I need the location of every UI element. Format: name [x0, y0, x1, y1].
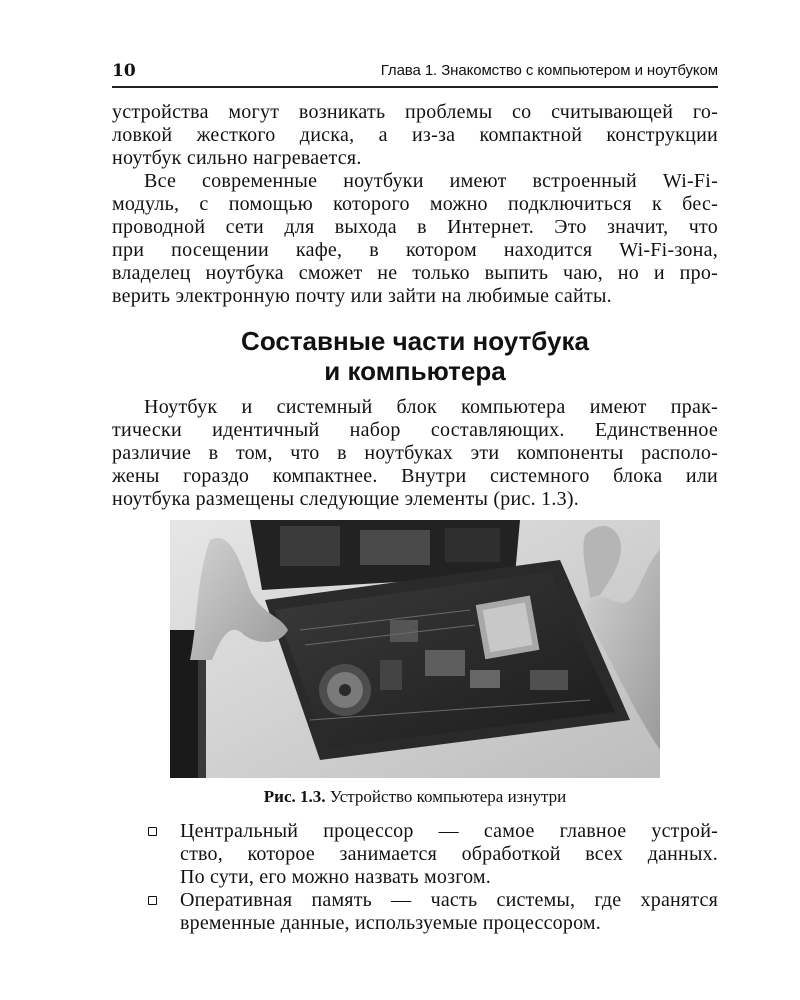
text-line: ство, которое занимается обработкой всех данных. [180, 843, 718, 865]
figure-laptop-inside-photo [170, 520, 660, 778]
text-line: устройства могут возникать проблемы со считывающей го- [112, 101, 718, 123]
chapter-title: Глава 1. Знакомство с компьютером и ноутбуком [380, 62, 718, 79]
text-line: жены гораздо компактнее. Внутри системного блока или [112, 465, 718, 487]
text-line: верить электронную почту или зайти на любимые сайты. [112, 285, 612, 307]
text-line: Центральный процессор — самое главное устрой- [180, 820, 718, 842]
section-heading-line-1: Составные части ноутбука [241, 326, 589, 356]
list-item [112, 820, 718, 889]
figure-caption-text: Устройство компьютера изнутри [329, 787, 567, 806]
section-heading-line-2: и компьютера [324, 356, 506, 386]
text-line: Все современные ноутбуки имеют встроенный Wi-Fi- [144, 170, 718, 192]
laptop-photo-illustration [170, 520, 660, 778]
text-line: ноутбук сильно нагревается. [112, 147, 362, 169]
text-line: проводной сети для выхода в Интернет. Это значит, что [112, 216, 718, 238]
paragraph-1 [112, 101, 718, 170]
paragraph-2 [112, 170, 718, 308]
text-line: временные данные, используемые процессором. [180, 912, 601, 934]
text-line: Оперативная память — часть системы, где хранятся [180, 889, 718, 911]
figure-label: Рис. 1.3. [263, 787, 326, 806]
text-line: модуль, с помощью которого можно подключиться к бес- [112, 193, 718, 215]
checkbox-bullet-icon [148, 896, 157, 905]
section-heading [112, 326, 718, 386]
text-line: при посещении кафе, в котором находится Wi-Fi-зона, [112, 239, 718, 261]
text-line: ноутбука размещены следующие элементы (рис. 1.3). [112, 488, 580, 510]
text-line: Ноутбук и системный блок компьютера имеют прак- [144, 396, 718, 418]
list-item [112, 889, 718, 935]
text-line: ловкой жесткого диска, а из-за компактной конструкции [112, 124, 718, 146]
component-list [112, 820, 718, 935]
checkbox-bullet-icon [148, 827, 157, 836]
running-head [112, 60, 718, 88]
text-line: По сути, его можно назвать мозгом. [180, 866, 491, 888]
text-line: владелец ноутбука сможет не только выпить чаю, но и про- [112, 262, 718, 284]
text-line: тически идентичный набор составляющих. Единственное [112, 419, 718, 441]
figure-caption [112, 786, 718, 808]
paragraph-3 [112, 396, 718, 511]
page-number: 10 [112, 61, 136, 81]
text-line: различие в том, что в ноутбуках эти компоненты располо- [112, 442, 718, 464]
